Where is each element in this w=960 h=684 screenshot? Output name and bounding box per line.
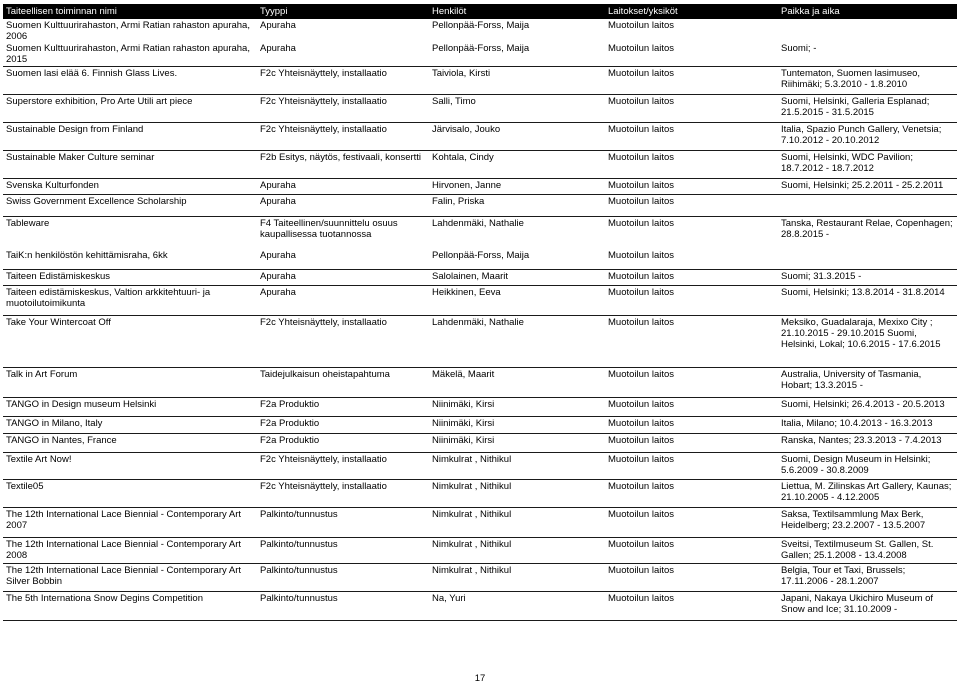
persons-cell: Salli, Timo (429, 94, 605, 122)
place-cell: Suomi; - (778, 42, 957, 66)
table-row (3, 591, 957, 620)
place-cell: Suomi, Helsinki; 13.8.2014 - 31.8.2014 (778, 285, 957, 315)
persons-cell: Hirvonen, Janne (429, 178, 605, 194)
persons-cell: Lahdenmäki, Nathalie (432, 217, 524, 229)
table-row (3, 285, 957, 315)
activity-name-cell: Superstore exhibition, Pro Arte Utili art piece (3, 94, 257, 122)
type-cell: Palkinto/tunnustus (257, 537, 429, 563)
activity-name-cell: TaiK:n henkilöstön kehittämisraha, 6kk (3, 249, 257, 269)
table-header-row (3, 4, 957, 19)
place-cell: Japani, Nakaya Ukichiro Museum of Snow and Ice; 31.10.2009 - (778, 591, 957, 620)
table-row (3, 194, 957, 216)
place-cell (778, 194, 957, 216)
type-cell: F2a Produktio (257, 433, 429, 452)
persons-cell: Niinimäki, Kirsi (429, 416, 605, 433)
activity-name-cell: The 12th International Lace Biennial - Contemporary Art 2008 (3, 537, 257, 563)
type-cell: F2c Yhteisnäyttely, installaatio (257, 122, 429, 150)
persons-cell: Nimkulrat , Nithikul (429, 507, 605, 537)
place-cell (778, 249, 957, 269)
place-cell: Saksa, Textilsammlung Max Berk, Heidelberg; 23.2.2007 - 13.5.2007 (778, 507, 957, 537)
table-row (3, 367, 957, 397)
activity-name-cell: Suomen Kulttuurirahaston, Armi Ratian rahaston apuraha, 2006 (6, 20, 250, 42)
activity-name-cell: Taiteen Edistämiskeskus (3, 269, 257, 285)
persons-cell: Nimkulrat , Nithikul (429, 452, 605, 479)
activity-name-cell: Textile05 (3, 479, 257, 507)
type-cell: Palkinto/tunnustus (257, 507, 429, 537)
unit-cell: Muotoilun laitos (605, 397, 778, 416)
activity-name-cell: Suomen Kulttuurirahaston, Armi Ratian rahaston apuraha, 2015 (3, 42, 257, 66)
table-row (3, 122, 957, 150)
table-row (3, 416, 957, 433)
type-cell: F2c Yhteisnäyttely, installaatio (257, 452, 429, 479)
unit-cell: Muotoilun laitos (605, 479, 778, 507)
table-row (3, 150, 957, 178)
place-cell: Suomi, Helsinki, WDC Pavilion; 18.7.2012 - 18.7.2012 (778, 150, 957, 178)
table-row (3, 315, 957, 367)
table-row (3, 178, 957, 194)
place-cell: Sveitsi, Textilmuseum St. Gallen, St. Gallen; 25.1.2008 - 13.4.2008 (778, 537, 957, 563)
place-cell: Italia, Milano; 10.4.2013 - 16.3.2013 (778, 416, 957, 433)
activity-name-cell: TANGO in Nantes, France (3, 433, 257, 452)
type-cell: F2b Esitys, näytös, festivaali, konsertti (257, 150, 429, 178)
activity-name-cell: TANGO in Milano, Italy (3, 416, 257, 433)
place-cell: Belgia, Tour et Taxi, Brussels; 17.11.2006 - 28.1.2007 (778, 563, 957, 591)
place-cell (778, 19, 957, 42)
persons-cell: Mäkelä, Maarit (429, 367, 605, 397)
persons-cell: Niinimäki, Kirsi (429, 397, 605, 416)
activity-name-cell: The 12th International Lace Biennial - Contemporary Art 2007 (3, 507, 257, 537)
type-cell: F2c Yhteisnäyttely, installaatio (257, 94, 429, 122)
table-row (3, 452, 957, 479)
activity-name-cell: Svenska Kulturfonden (3, 178, 257, 194)
place-cell: Australia, University of Tasmania, Hobart; 13.3.2015 - (778, 367, 957, 397)
table-row (3, 249, 957, 269)
type-cell: Taidejulkaisun oheistapahtuma (257, 367, 429, 397)
table-row (3, 479, 957, 507)
type-cell: Apuraha (257, 178, 429, 194)
unit-cell: Muotoilun laitos (608, 20, 675, 31)
unit-cell: Muotoilun laitos (605, 507, 778, 537)
persons-cell: Kohtala, Cindy (429, 150, 605, 178)
unit-cell: Muotoilun laitos (605, 315, 778, 367)
unit-cell: Muotoilun laitos (605, 150, 778, 178)
type-cell: Apuraha (257, 285, 429, 315)
persons-cell: Salolainen, Maarit (429, 269, 605, 285)
unit-cell: Muotoilun laitos (605, 269, 778, 285)
unit-cell: Muotoilun laitos (605, 94, 778, 122)
place-cell: Tanska, Restaurant Relae, Copenhagen; 28.8.2015 - (781, 217, 953, 240)
unit-cell: Muotoilun laitos (605, 194, 778, 216)
unit-cell: Muotoilun laitos (605, 452, 778, 479)
type-cell: F2c Yhteisnäyttely, installaatio (257, 66, 429, 94)
persons-cell: Nimkulrat , Nithikul (429, 479, 605, 507)
unit-cell: Muotoilun laitos (605, 537, 778, 563)
activity-name-cell: Talk in Art Forum (3, 367, 257, 397)
table-row (3, 66, 957, 94)
activity-name-cell: Suomen lasi elää 6. Finnish Glass Lives. (3, 66, 257, 94)
persons-cell: Lahdenmäki, Nathalie (429, 315, 605, 367)
table-row (3, 216, 957, 249)
table-row (3, 537, 957, 563)
table-body (3, 19, 957, 620)
unit-cell: Muotoilun laitos (605, 42, 778, 66)
activity-name-cell: The 5th Internationa Snow Degins Competition (3, 591, 257, 620)
activity-name-cell: Take Your Wintercoat Off (3, 315, 257, 367)
column-header-units: Laitokset/yksiköt (605, 4, 778, 19)
unit-cell: Muotoilun laitos (605, 178, 778, 194)
persons-cell: Järvisalo, Jouko (429, 122, 605, 150)
unit-cell: Muotoilun laitos (608, 217, 675, 229)
page-number: 17 (474, 673, 486, 684)
persons-cell: Nimkulrat , Nithikul (429, 563, 605, 591)
place-cell: Liettua, M. Zilinskas Art Gallery, Kaunas; 21.10.2005 - 4.12.2005 (778, 479, 957, 507)
place-cell: Italia, Spazio Punch Gallery, Venetsia; 7.10.2012 - 20.10.2012 (778, 122, 957, 150)
column-header-type: Tyyppi (257, 4, 429, 19)
activity-name-cell: Sustainable Maker Culture seminar (3, 150, 257, 178)
unit-cell: Muotoilun laitos (605, 122, 778, 150)
unit-cell: Muotoilun laitos (605, 367, 778, 397)
type-cell: Apuraha (257, 194, 429, 216)
type-cell: Apuraha (257, 249, 429, 269)
table-row (3, 507, 957, 537)
place-cell: Suomi, Helsinki; 26.4.2013 - 20.5.2013 (778, 397, 957, 416)
type-cell: Palkinto/tunnustus (257, 591, 429, 620)
activity-name-cell: Sustainable Design from Finland (3, 122, 257, 150)
column-header-activity-name: Taiteellisen toiminnan nimi (3, 4, 257, 19)
column-header-persons: Henkilöt (429, 4, 605, 19)
type-cell: F4 Taiteellinen/suunnittelu osuus kaupallisessa tuotannossa (260, 217, 398, 240)
unit-cell: Muotoilun laitos (605, 416, 778, 433)
table-row (3, 42, 957, 66)
table-row (3, 94, 957, 122)
unit-cell: Muotoilun laitos (605, 285, 778, 315)
type-cell: Apuraha (257, 42, 429, 66)
unit-cell: Muotoilun laitos (605, 591, 778, 620)
unit-cell: Muotoilun laitos (605, 249, 778, 269)
type-cell: F2a Produktio (257, 397, 429, 416)
type-cell: Apuraha (257, 269, 429, 285)
persons-cell: Nimkulrat , Nithikul (429, 537, 605, 563)
place-cell: Suomi; 31.3.2015 - (778, 269, 957, 285)
persons-cell: Falin, Priska (429, 194, 605, 216)
activity-name-cell: Textile Art Now! (3, 452, 257, 479)
place-cell: Suomi, Design Museum in Helsinki; 5.6.2009 - 30.8.2009 (778, 452, 957, 479)
column-header-place-time: Paikka ja aika (778, 4, 957, 19)
activities-table (3, 4, 957, 621)
activity-name-cell: Swiss Government Excellence Scholarship (3, 194, 257, 216)
place-cell: Meksiko, Guadalaraja, Mexixo City ; 21.10.2015 - 29.10.2015 Suomi, Helsinki, Lokal; 10.6.2015 - 17.6.2015 (778, 315, 957, 367)
persons-cell: Pellonpää-Forss, Maija (429, 249, 605, 269)
type-cell: Apuraha (260, 20, 296, 31)
table-row (3, 269, 957, 285)
type-cell: Palkinto/tunnustus (257, 563, 429, 591)
type-cell: F2c Yhteisnäyttely, installaatio (257, 315, 429, 367)
place-cell: Suomi, Helsinki; 25.2.2011 - 25.2.2011 (778, 178, 957, 194)
activity-name-cell: Taiteen edistämiskeskus, Valtion arkkitehtuuri- ja muotoilutoimikunta (3, 285, 257, 315)
persons-cell: Pellonpää-Forss, Maija (432, 20, 530, 31)
table-row (3, 563, 957, 591)
table-row (3, 397, 957, 416)
place-cell: Suomi, Helsinki, Galleria Esplanad; 21.5.2015 - 31.5.2015 (778, 94, 957, 122)
activity-name-cell: TANGO in Design museum Helsinki (3, 397, 257, 416)
persons-cell: Heikkinen, Eeva (429, 285, 605, 315)
place-cell: Tuntematon, Suomen lasimuseo, Riihimäki; 5.3.2010 - 1.8.2010 (778, 66, 957, 94)
unit-cell: Muotoilun laitos (605, 66, 778, 94)
persons-cell: Pellonpää-Forss, Maija (429, 42, 605, 66)
persons-cell: Niinimäki, Kirsi (429, 433, 605, 452)
type-cell: F2a Produktio (257, 416, 429, 433)
type-cell: F2c Yhteisnäyttely, installaatio (257, 479, 429, 507)
unit-cell: Muotoilun laitos (605, 433, 778, 452)
persons-cell: Na, Yuri (429, 591, 605, 620)
table-row (3, 19, 957, 42)
activity-name-cell: The 12th International Lace Biennial - Contemporary Art Silver Bobbin (3, 563, 257, 591)
unit-cell: Muotoilun laitos (605, 563, 778, 591)
activity-name-cell: Tableware (6, 217, 50, 229)
place-cell: Ranska, Nantes; 23.3.2013 - 7.4.2013 (778, 433, 957, 452)
persons-cell: Taiviola, Kirsti (429, 66, 605, 94)
table-row (3, 433, 957, 452)
